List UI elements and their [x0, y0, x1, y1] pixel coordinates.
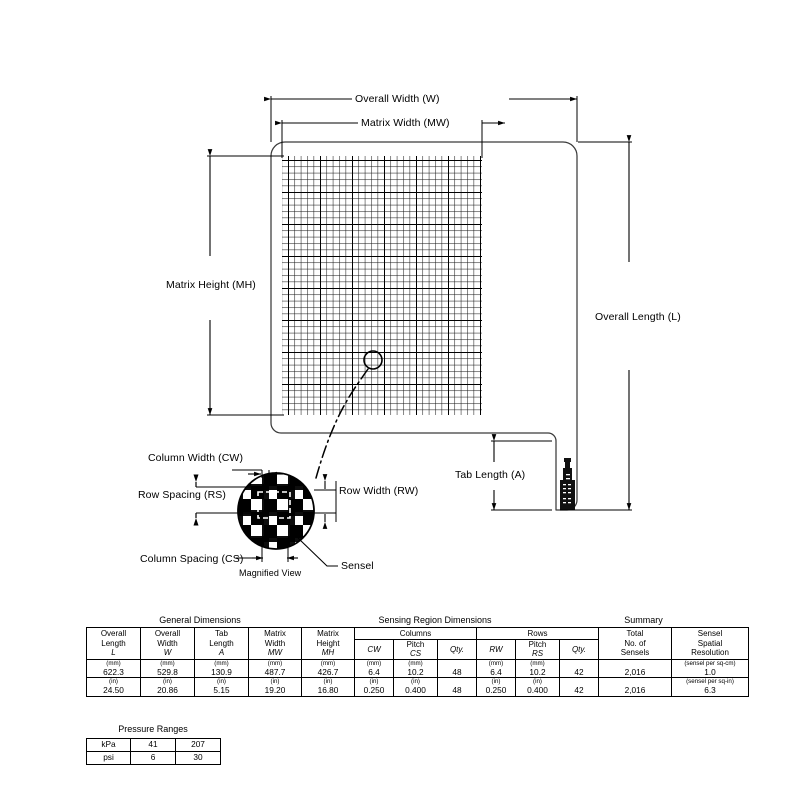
cell-resolution-sqin: (sensel per sq-in) 6.3: [672, 678, 749, 696]
cell-overall-width-mm: (mm) 529.8: [141, 659, 195, 677]
cell-tab-length-mm: (mm) 130.9: [195, 659, 249, 677]
label-overall-width: Overall Width (W): [355, 93, 440, 105]
th-rows-group: Rows: [477, 628, 599, 640]
label-sensel: Sensel: [341, 560, 374, 572]
label-row-spacing: Row Spacing (RS): [138, 489, 226, 501]
cell-matrix-height-mm: (mm) 426.7: [302, 659, 355, 677]
cell-cs-in: (in) 0.400: [394, 678, 438, 696]
cell-col-qty-mm: 48: [438, 659, 477, 677]
th-overall-length: Overall Length L: [87, 628, 141, 660]
th-row-qty: Qty.: [560, 640, 599, 660]
cell-rs-in: (in) 0.400: [516, 678, 560, 696]
pressure-ranges-table: [86, 738, 221, 765]
cell-pressure-unit-kpa: kPa: [87, 739, 131, 752]
cell-matrix-width-in: (in) 19.20: [249, 678, 302, 696]
group-title-pressure-ranges: Pressure Ranges: [118, 724, 188, 734]
label-matrix-width: Matrix Width (MW): [361, 117, 450, 129]
cell-col-qty-in: 48: [438, 678, 477, 696]
magnified-view: [236, 471, 316, 551]
table-header-row-1: [87, 628, 749, 640]
label-matrix-height: Matrix Height (MH): [166, 279, 256, 291]
dimension-row-width: [314, 481, 336, 522]
cell-row-qty-in: 42: [560, 678, 599, 696]
specification-table-wrapper: [86, 627, 749, 697]
label-overall-length: Overall Length (L): [595, 311, 681, 323]
group-title-summary: Summary: [624, 615, 663, 625]
cell-matrix-height-in: (in) 16.80: [302, 678, 355, 696]
cell-pressure-low-psi: 6: [131, 752, 176, 765]
cell-total-sensels-in: 2,016: [599, 678, 672, 696]
table-row: [87, 678, 749, 696]
th-columns-group: Columns: [355, 628, 477, 640]
table-row: [87, 739, 221, 752]
cell-matrix-width-mm: (mm) 487.7: [249, 659, 302, 677]
th-rw: RW: [477, 640, 516, 660]
group-title-sensing: Sensing Region Dimensions: [378, 615, 492, 625]
label-column-width: Column Width (CW): [148, 452, 244, 464]
cell-tab-length-in: (in) 5.15: [195, 678, 249, 696]
th-cs: CS: [394, 649, 438, 659]
cell-overall-length-in: (in) 24.50: [87, 678, 141, 696]
cell-rs-mm: (mm) 10.2: [516, 659, 560, 677]
cell-overall-length-mm: (mm) 622.3: [87, 659, 141, 677]
th-col-qty: Qty.: [438, 640, 477, 660]
cell-pressure-high-kpa: 207: [176, 739, 221, 752]
cell-pressure-high-psi: 30: [176, 752, 221, 765]
th-rs: RS: [516, 649, 560, 659]
th-matrix-height: Matrix Height MH: [302, 628, 355, 660]
cell-total-sensels-mm: 2,016: [599, 659, 672, 677]
pressure-ranges-wrapper: [86, 738, 221, 765]
label-row-width: Row Width (RW): [339, 485, 419, 497]
table-row: [87, 659, 749, 677]
th-overall-width: Overall Width W: [141, 628, 195, 660]
table-row: [87, 752, 221, 765]
th-rs-pitch: Pitch: [516, 640, 560, 650]
group-title-general: General Dimensions: [159, 615, 241, 625]
cell-pressure-low-kpa: 41: [131, 739, 176, 752]
label-tab-length: Tab Length (A): [455, 469, 526, 481]
specification-table: [86, 627, 749, 697]
cell-overall-width-in: (in) 20.86: [141, 678, 195, 696]
th-total-sensels: Total No. of Sensels: [599, 628, 672, 660]
th-tab-length: Tab Length A: [195, 628, 249, 660]
cell-cw-in: (in) 0.250: [355, 678, 394, 696]
cell-resolution-sqcm: (sensel per sq-cm) 1.0: [672, 659, 749, 677]
cell-row-qty-mm: 42: [560, 659, 599, 677]
th-spatial-resolution: Sensel Spatial Resolution: [672, 628, 749, 660]
cell-cw-mm: (mm) 6.4: [355, 659, 394, 677]
label-column-spacing: Column Spacing (CS): [140, 553, 244, 565]
sensel-leader-line: [298, 538, 338, 566]
cell-pressure-unit-psi: psi: [87, 752, 131, 765]
th-cs-pitch: Pitch: [394, 640, 438, 650]
cell-rw-mm: (mm) 6.4: [477, 659, 516, 677]
th-cw: CW: [355, 640, 394, 660]
cell-rw-in: (in) 0.250: [477, 678, 516, 696]
label-magnified-view: Magnified View: [239, 568, 302, 578]
th-matrix-width: Matrix Width MW: [249, 628, 302, 660]
cell-cs-mm: (mm) 10.2: [394, 659, 438, 677]
sensing-matrix: [282, 156, 482, 415]
